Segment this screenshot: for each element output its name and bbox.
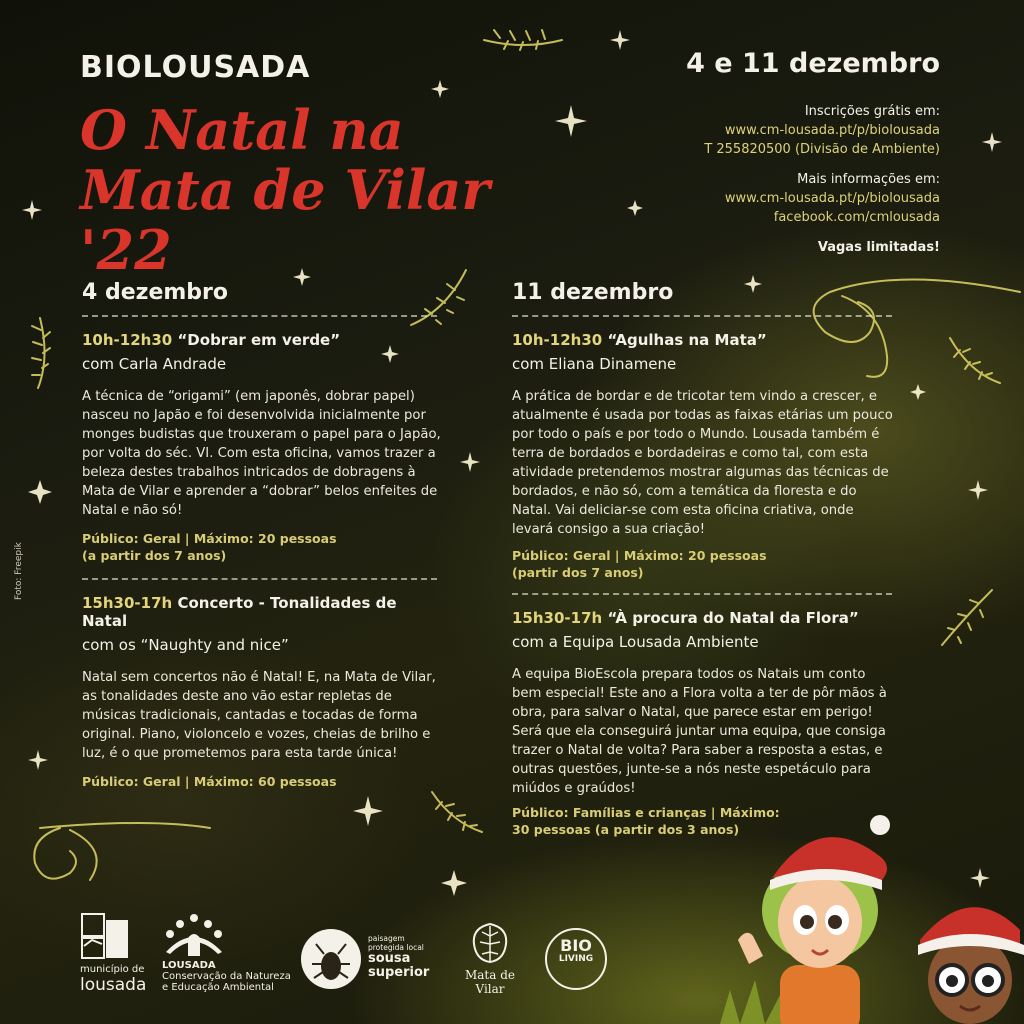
registration-label: Inscrições grátis em: xyxy=(804,104,940,119)
conservacao-line-1: Conservação da Natureza xyxy=(162,971,291,982)
municipio-logo-icon xyxy=(80,912,132,960)
mata-vilar-name: Mata de Vilar xyxy=(464,968,515,996)
conservacao-title: LOUSADA xyxy=(162,960,216,971)
sousa-line-4: superior xyxy=(368,965,430,980)
registration-info xyxy=(704,102,940,159)
sparkle-icon xyxy=(441,870,467,896)
municipio-small: município de xyxy=(80,964,145,975)
event-audience-age: (partir dos 7 anos) xyxy=(512,565,644,580)
brand-logo: BIOLOUSADA xyxy=(80,50,311,85)
more-info xyxy=(725,170,940,227)
event-audience-line: Público: Famílias e crianças | Máximo: xyxy=(512,805,780,820)
event-audience xyxy=(512,547,897,581)
page-title xyxy=(80,100,600,280)
photo-credit: Foto: Freepik xyxy=(14,542,24,600)
bioliving-line-2: LIVING xyxy=(558,954,594,964)
swirl-decoration-icon xyxy=(34,823,210,880)
branch-decoration-icon xyxy=(942,590,992,645)
logo-mata-vilar xyxy=(450,922,530,996)
sparkle-icon xyxy=(28,750,48,770)
sparkle-icon xyxy=(431,80,449,98)
sparkle-icon xyxy=(28,480,52,504)
phone-number: T 255820500 (Divisão de Ambiente) xyxy=(704,142,940,157)
event-host: com os “Naughty and nice” xyxy=(82,636,289,654)
sparkle-icon xyxy=(610,30,630,50)
divider xyxy=(512,315,892,317)
divider xyxy=(512,593,892,595)
title-line-2: Mata de Vilar '22 xyxy=(80,158,490,282)
event-host: com Carla Andrade xyxy=(82,355,227,373)
sousa-line-2: protegida local xyxy=(368,943,424,952)
more-info-link[interactable]: www.cm-lousada.pt/p/biolousada xyxy=(724,191,940,206)
event-host: com a Equipa Lousada Ambiente xyxy=(512,633,759,651)
sparkle-icon xyxy=(627,200,643,216)
event-title xyxy=(82,331,442,349)
event-description: A técnica de “origami” (em japonês, dobrar papel) nasceu no Japão e foi desenvolvida inicialmente por monges budistas que trouxeram o papel para o Japão, por volta do séc. VI. Com esta oficina, vamos trazer a beleza destes trabalhos intricados de dobragens à Mata de Vilar e aprender a “dobrar” belos enfeites de Natal e não só! xyxy=(82,389,441,518)
sparkle-icon xyxy=(968,480,988,500)
event-time: 10h-12h30 xyxy=(82,331,173,349)
logo-conservacao xyxy=(162,912,292,993)
municipio-name: lousada xyxy=(80,975,147,995)
more-info-label: Mais informações em: xyxy=(797,172,940,187)
conservacao-line-2: e Educação Ambiental xyxy=(162,982,274,993)
event-audience-line: Público: Geral | Máximo: 20 pessoas xyxy=(82,531,337,546)
day-1-column xyxy=(82,280,442,790)
event-description: A prática de bordar e de tricotar tem vindo a crescer, e atualmente é usada por todas as faixas etárias um pouco por todo o país e por todo o Mundo. Lousada também é terra de bordados e bordadeiras e como tal, com esta atividade pretendemos mostrar algumas das técnicas de bordados, e não só, com a temática da floresta e do Natal. Vai deliciar-se com esta oficina criativa, onde levará consigo a sua criação! xyxy=(512,389,893,537)
sousa-line-3: sousa xyxy=(368,951,411,966)
event-audience-age: (a partir dos 7 anos) xyxy=(82,548,227,563)
facebook-link[interactable]: facebook.com/cmlousada xyxy=(773,210,940,225)
beetle-icon xyxy=(300,928,362,990)
day-2-heading: 11 dezembro xyxy=(512,280,674,305)
event-audience: Público: Geral | Máximo: 60 pessoas xyxy=(82,774,337,789)
event-time: 10h-12h30 xyxy=(512,331,603,349)
event-audience-age: 30 pessoas (a partir dos 3 anos) xyxy=(512,822,740,837)
sparkle-icon xyxy=(22,200,42,220)
event-audience-line: Público: Geral | Máximo: 20 pessoas xyxy=(512,548,767,563)
event-title xyxy=(512,331,897,349)
event-description: Natal sem concertos não é Natal! E, na Mata de Vilar, as tonalidades deste ano vão estar repletas de músicas tradicionais, cantadas e tocadas de forma original. Piano, violoncelo e vozes, cheias de brilho e luz, é o que prometemos para esta tarde única! xyxy=(82,670,436,761)
event-description: A equipa BioEscola prepara todos os Natais um conto bem especial! Este ano a Flora volta a ter de pôr mãos à obra, para salvar o Natal, que parece estar em perigo! Será que ela conseguirá juntar uma equipa, que consiga trazer o Natal de volta? Para saber a resposta a estas, e outras questões, junte-se a nós neste espetáculo para miúdos e graúdos! xyxy=(512,667,887,796)
logo-municipio xyxy=(80,912,150,995)
event-host: com Eliana Dinamene xyxy=(512,355,677,373)
tree-people-icon xyxy=(162,912,226,956)
logo-sousa-superior xyxy=(300,928,440,992)
divider xyxy=(82,578,437,580)
day-2-column xyxy=(512,280,897,838)
event-title xyxy=(82,594,442,630)
sparkle-icon xyxy=(982,132,1002,152)
event-name: “Agulhas na Mata” xyxy=(607,331,767,349)
header-dates: 4 e 11 dezembro xyxy=(686,48,940,79)
event-name: Concerto - Tonalidades de Natal xyxy=(82,594,397,630)
logo-bioliving xyxy=(545,928,607,990)
bioliving-line-1: BIO xyxy=(560,936,592,955)
limited-spots: Vagas limitadas! xyxy=(817,240,940,255)
registration-link[interactable]: www.cm-lousada.pt/p/biolousada xyxy=(724,123,940,138)
event-name: “Dobrar em verde” xyxy=(177,331,341,349)
divider xyxy=(82,315,437,317)
title-line-1: O Natal na xyxy=(80,98,404,162)
sparkle-icon xyxy=(353,796,383,826)
sousa-line-1: paisagem xyxy=(368,934,405,943)
event-audience xyxy=(82,530,442,564)
event-time: 15h30-17h xyxy=(512,609,603,627)
sparkle-icon xyxy=(460,452,480,472)
event-time: 15h30-17h xyxy=(82,594,173,612)
leaf-brain-icon xyxy=(470,922,510,964)
elf-characters-illustration xyxy=(720,800,1024,1024)
branch-decoration-icon xyxy=(950,338,1000,383)
day-1-heading: 4 dezembro xyxy=(82,280,228,305)
sparkle-icon xyxy=(910,384,926,400)
event-name: “À procura do Natal da Flora” xyxy=(607,609,859,627)
event-title xyxy=(512,609,897,627)
sousa-text xyxy=(368,934,429,980)
